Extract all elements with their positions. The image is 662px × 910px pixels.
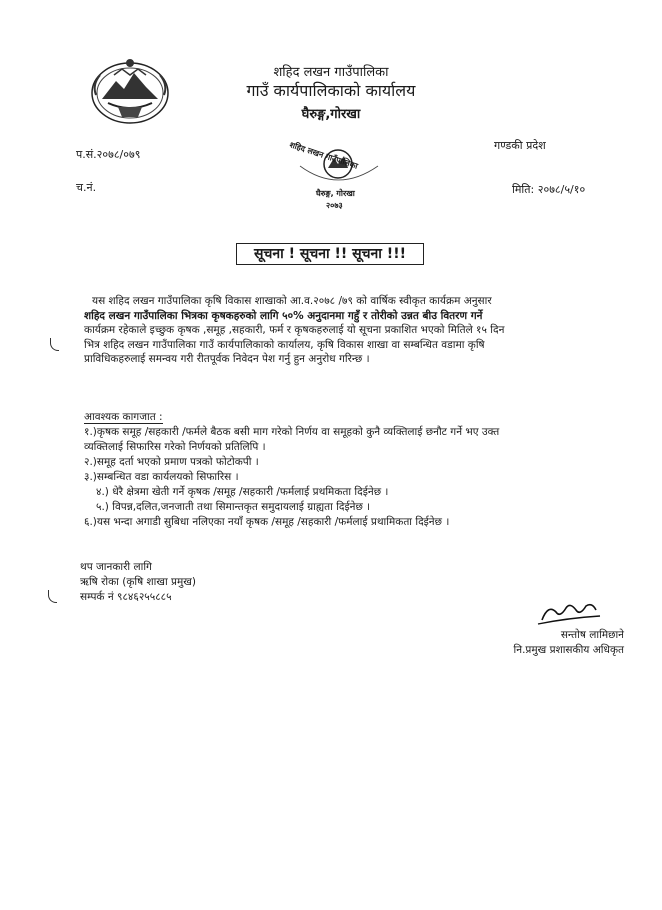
notice-line: यस शहिद लखन गाउँपालिका कृषि विकास शाखाको आ.व.२०७८ /७९ को वार्षिक स्वीकृत कार्यक्रम अनुसार — [92, 295, 492, 307]
list-item: ३.)सम्बन्धित वडा कार्यलयको सिफारिस । — [84, 471, 239, 483]
contact-line: थप जानकारी लागि — [80, 561, 152, 573]
signer-name: सन्तोष लामिछाने — [560, 629, 624, 641]
office-location: घैरुङ्ग,गोरखा — [301, 107, 361, 122]
punch-mark — [48, 590, 57, 603]
notice-line: भित्र शहिद लखन गाउँपालिका गाउँ कार्यपालिकाको कार्यालय, कृषि विकास शाखा वा सम्बन्धित वडामा कृषि — [84, 338, 485, 351]
notice-heading: सूचना ! सूचना !! सूचना !!! — [236, 243, 424, 265]
list-item: ४.) धेरै क्षेत्रमा खेती गर्ने कृषक /समूह /सहकारी /फर्मलाई प्रथमिकता दिईनेछ । — [96, 486, 389, 498]
dispatch-number: च.नं. — [76, 181, 97, 194]
stamp-year-text: २०७३ — [326, 201, 343, 210]
list-item: ६.)यस भन्दा अगाडी सुबिधा नलिएका नयाँ कृषक /समूह /सहकारी /फर्मलाई प्रथामिकता दिईनेछ । — [84, 516, 450, 528]
office-name: गाउँ कार्यपालिकाको कार्यालय — [246, 81, 416, 100]
notice-line: प्राविधिकहरुलाई समन्वय गरी रीतपूर्वक निवेदन पेश गर्नु हुन अनुरोध गरिन्छ । — [84, 353, 370, 365]
notice-line: शहिद लखन गाउँपालिका भित्रका कृषकहरुको लागि ५०% अनुदानमा गहुँ र तोरीको उन्नत बीउ वितरण गर्ने — [84, 309, 483, 322]
requirements-title: आवश्यक कागजात : — [84, 411, 163, 423]
requirements-list — [84, 410, 499, 530]
list-item: १.)कृषक समूह /सहकारी /फर्मले बैठक बसी माग गरेको निर्णय वा समूहको कुनै व्यक्तिलाई छनौट गर्ने भए उक्त — [84, 426, 500, 438]
municipality-name: शहिद लखन गाउँपालिका — [273, 65, 389, 80]
contact-line: सम्पर्क नं ९८४६२५५८८५ — [80, 591, 172, 603]
office-stamp — [282, 140, 394, 210]
notice-line: कार्यक्रम रहेकाले इच्छुक कृषक ,समूह ,सहकारी, फर्म र कृषकहरुलाई यो सूचना प्रकाशित भएको मितिले १५ दिन — [84, 324, 505, 336]
notice-body — [84, 294, 612, 367]
letter-date: मिति: २०७८/५/१० — [512, 183, 586, 196]
province-name: गण्डकी प्रदेश — [494, 139, 546, 152]
contact-line: ऋषि रोका (कृषि शाखा प्रमुख) — [80, 576, 196, 588]
punch-mark — [50, 338, 59, 351]
signature-scribble-icon — [534, 598, 604, 628]
signer-block — [478, 628, 624, 658]
list-item: २.)समूह दर्ता भएको प्रमाण पत्रको फोटोकपी । — [84, 456, 259, 468]
letter-number: प.सं.२०७८/०७९ — [76, 148, 141, 161]
list-item: ५.) विपन्न,दलित,जनजाती तथा सिमान्तकृत समुदायलाई ग्राह्यता दिईनेछ । — [96, 501, 371, 513]
stamp-location-text: घैरुङ्ग, गोरखा — [316, 189, 355, 198]
stamp-ring-text: शहिद लखन गाउँपालिका — [288, 140, 359, 171]
list-item: व्यक्तिलाई सिफारिस गरेको निर्णयको प्रतिलिपि । — [84, 441, 266, 453]
contact-block — [80, 560, 196, 605]
signer-designation: नि.प्रमुख प्रशासकीय अधिकृत — [513, 644, 624, 656]
